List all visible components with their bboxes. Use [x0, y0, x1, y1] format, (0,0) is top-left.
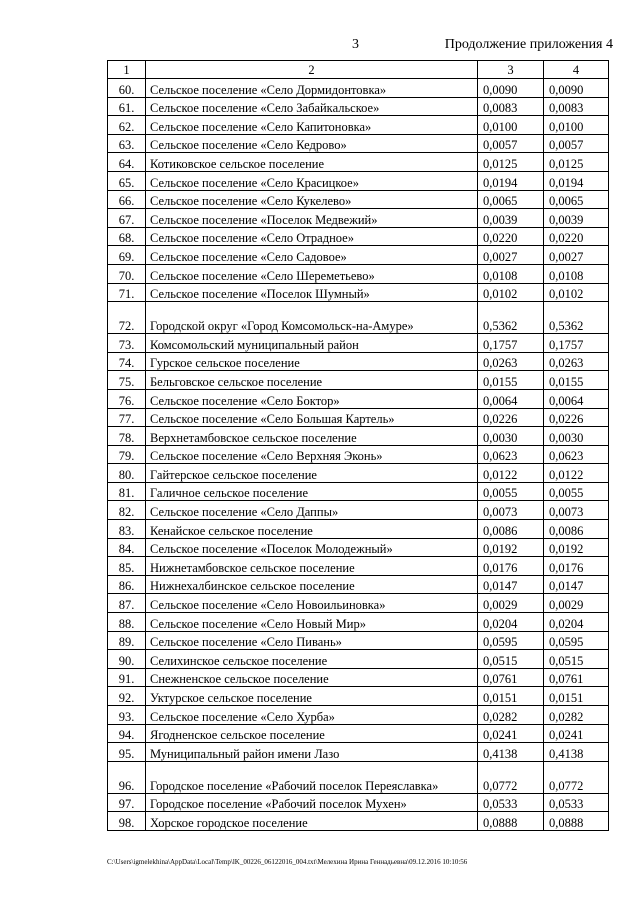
table-row: [108, 116, 609, 135]
value-col4-cell: 0,0125: [544, 153, 609, 172]
table-row: [108, 227, 609, 246]
row-number-cell: 85.: [108, 557, 146, 576]
table-row: [108, 706, 609, 725]
municipality-name-cell: Сельское поселение «Село Красицкое»: [146, 171, 478, 190]
municipality-name-cell: Сельское поселение «Село Большая Картель»: [146, 408, 478, 427]
value-col4-cell: 0,0226: [544, 408, 609, 427]
table-row: [108, 371, 609, 390]
value-col4-cell: 0,0030: [544, 427, 609, 446]
municipality-name-cell: Сельское поселение «Село Кедрово»: [146, 134, 478, 153]
value-col4-cell: 0,0102: [544, 283, 609, 302]
row-number-cell: 97.: [108, 793, 146, 812]
column-header-3: 3: [478, 61, 544, 79]
column-header-2: 2: [146, 61, 478, 79]
row-number-cell: 70.: [108, 264, 146, 283]
row-number-cell: 80.: [108, 464, 146, 483]
municipality-name-cell: Сельское поселение «Поселок Медвежий»: [146, 209, 478, 228]
municipality-name-cell: Ягодненское сельское поселение: [146, 724, 478, 743]
value-col3-cell: 0,0090: [478, 79, 544, 98]
value-col4-cell: 0,0090: [544, 79, 609, 98]
table-row: [108, 482, 609, 501]
value-col4-cell: 0,1757: [544, 334, 609, 353]
table-row: [108, 352, 609, 371]
value-col4-cell: 0,0623: [544, 445, 609, 464]
municipality-name-cell: Сельское поселение «Село Новоильиновка»: [146, 594, 478, 613]
table-row: [108, 134, 609, 153]
value-col4-cell: 0,0065: [544, 190, 609, 209]
table-row: [108, 724, 609, 743]
table-row: [108, 334, 609, 353]
value-col4-cell: 0,0888: [544, 812, 609, 831]
column-header-4: 4: [544, 61, 609, 79]
row-number-cell: 90.: [108, 650, 146, 669]
value-col3-cell: 0,1757: [478, 334, 544, 353]
municipality-name-cell: Сельское поселение «Поселок Молодежный»: [146, 538, 478, 557]
table-row: [108, 190, 609, 209]
value-col3-cell: 0,0220: [478, 227, 544, 246]
table-row: [108, 650, 609, 669]
value-col3-cell: 0,0039: [478, 209, 544, 228]
row-number-cell: 87.: [108, 594, 146, 613]
table-row: [108, 613, 609, 632]
row-number-cell: 83.: [108, 520, 146, 539]
table-row: [108, 594, 609, 613]
municipality-name-cell: Сельское поселение «Село Дормидонтовка»: [146, 79, 478, 98]
table-row: [108, 283, 609, 302]
row-number-cell: 64.: [108, 153, 146, 172]
value-col3-cell: 0,0102: [478, 283, 544, 302]
row-number-cell: 92.: [108, 687, 146, 706]
value-col4-cell: 0,0761: [544, 668, 609, 687]
value-col4-cell: 0,0064: [544, 389, 609, 408]
value-col3-cell: 0,0241: [478, 724, 544, 743]
row-number-cell: 75.: [108, 371, 146, 390]
row-number-cell: 76.: [108, 389, 146, 408]
column-header-1: 1: [108, 61, 146, 79]
value-col4-cell: 0,0055: [544, 482, 609, 501]
value-col4-cell: 0,0282: [544, 706, 609, 725]
table-row: [108, 761, 609, 793]
continuation-label: Продолжение приложения 4: [444, 37, 613, 52]
table-row: [108, 246, 609, 265]
municipality-name-cell: Снежненское сельское поселение: [146, 668, 478, 687]
value-col3-cell: 0,0073: [478, 501, 544, 520]
municipality-name-cell: Городское поселение «Рабочий поселок Мухен»: [146, 793, 478, 812]
value-col3-cell: 0,0176: [478, 557, 544, 576]
value-col3-cell: 0,0155: [478, 371, 544, 390]
table-row: [108, 408, 609, 427]
municipality-name-cell: Сельское поселение «Село Хурба»: [146, 706, 478, 725]
municipality-name-cell: Верхнетамбовское сельское поселение: [146, 427, 478, 446]
municipality-name-cell: Нижнехалбинское сельское поселение: [146, 575, 478, 594]
value-col3-cell: 0,0192: [478, 538, 544, 557]
value-col3-cell: 0,0057: [478, 134, 544, 153]
value-col3-cell: 0,0204: [478, 613, 544, 632]
row-number-cell: 71.: [108, 283, 146, 302]
row-number-cell: 89.: [108, 631, 146, 650]
municipality-name-cell: Селихинское сельское поселение: [146, 650, 478, 669]
value-col3-cell: 0,0533: [478, 793, 544, 812]
table-row: [108, 687, 609, 706]
table-row: [108, 264, 609, 283]
value-col3-cell: 0,0194: [478, 171, 544, 190]
value-col3-cell: 0,0263: [478, 352, 544, 371]
table-row: [108, 557, 609, 576]
value-col3-cell: 0,0515: [478, 650, 544, 669]
value-col3-cell: 0,0623: [478, 445, 544, 464]
municipality-name-cell: Сельское поселение «Село Отрадное»: [146, 227, 478, 246]
table-row: [108, 668, 609, 687]
row-number-cell: 93.: [108, 706, 146, 725]
row-number-cell: 96.: [108, 761, 146, 793]
municipality-name-cell: Сельское поселение «Село Забайкальское»: [146, 97, 478, 116]
value-col4-cell: 0,0151: [544, 687, 609, 706]
municipality-name-cell: Гурское сельское поселение: [146, 352, 478, 371]
value-col4-cell: 0,0083: [544, 97, 609, 116]
value-col3-cell: 0,0108: [478, 264, 544, 283]
row-number-cell: 66.: [108, 190, 146, 209]
municipality-name-cell: Кенайское сельское поселение: [146, 520, 478, 539]
row-number-cell: 78.: [108, 427, 146, 446]
value-col4-cell: 0,0122: [544, 464, 609, 483]
value-col3-cell: 0,0083: [478, 97, 544, 116]
row-number-cell: 94.: [108, 724, 146, 743]
municipality-name-cell: Муниципальный район имени Лазо: [146, 743, 478, 762]
value-col4-cell: 0,0194: [544, 171, 609, 190]
row-number-cell: 88.: [108, 613, 146, 632]
value-col4-cell: 0,0595: [544, 631, 609, 650]
row-number-cell: 68.: [108, 227, 146, 246]
value-col4-cell: 0,5362: [544, 302, 609, 334]
value-col3-cell: 0,0772: [478, 761, 544, 793]
value-col4-cell: 0,0029: [544, 594, 609, 613]
value-col3-cell: 0,0151: [478, 687, 544, 706]
value-col3-cell: 0,0065: [478, 190, 544, 209]
table-row: [108, 501, 609, 520]
file-path-footer: C:\Users\igmelekhina\AppData\Local\Temp\lK_00226_06122016_004.txt\Мелехина Ирина Геннадьевна\09.12.2016 10:10:56: [107, 858, 468, 866]
page-number: 3: [352, 37, 359, 52]
municipality-name-cell: Сельское поселение «Село Шереметьево»: [146, 264, 478, 283]
value-col3-cell: 0,0595: [478, 631, 544, 650]
table-row: [108, 464, 609, 483]
value-col3-cell: 0,0147: [478, 575, 544, 594]
row-number-cell: 86.: [108, 575, 146, 594]
municipality-name-cell: Бельговское сельское поселение: [146, 371, 478, 390]
value-col3-cell: 0,4138: [478, 743, 544, 762]
municipality-name-cell: Уктурское сельское поселение: [146, 687, 478, 706]
value-col3-cell: 0,0100: [478, 116, 544, 135]
row-number-cell: 77.: [108, 408, 146, 427]
table-row: [108, 209, 609, 228]
value-col4-cell: 0,4138: [544, 743, 609, 762]
municipality-name-cell: Сельское поселение «Село Боктор»: [146, 389, 478, 408]
value-col3-cell: 0,0226: [478, 408, 544, 427]
row-number-cell: 60.: [108, 79, 146, 98]
value-col3-cell: 0,0029: [478, 594, 544, 613]
value-col4-cell: 0,0086: [544, 520, 609, 539]
municipality-name-cell: Сельское поселение «Село Верхняя Эконь»: [146, 445, 478, 464]
table-row: [108, 445, 609, 464]
table-row: [108, 302, 609, 334]
value-col3-cell: 0,0125: [478, 153, 544, 172]
municipality-name-cell: Сельское поселение «Село Новый Мир»: [146, 613, 478, 632]
row-number-cell: 82.: [108, 501, 146, 520]
table-row: [108, 171, 609, 190]
table-row: [108, 97, 609, 116]
municipality-name-cell: Хорское городское поселение: [146, 812, 478, 831]
row-number-cell: 69.: [108, 246, 146, 265]
table-row: [108, 575, 609, 594]
table-row: [108, 79, 609, 98]
municipality-name-cell: Сельское поселение «Село Садовое»: [146, 246, 478, 265]
row-number-cell: 98.: [108, 812, 146, 831]
row-number-cell: 72.: [108, 302, 146, 334]
row-number-cell: 63.: [108, 134, 146, 153]
table-row: [108, 812, 609, 831]
value-col4-cell: 0,0533: [544, 793, 609, 812]
row-number-cell: 61.: [108, 97, 146, 116]
value-col4-cell: 0,0192: [544, 538, 609, 557]
value-col4-cell: 0,0204: [544, 613, 609, 632]
value-col4-cell: 0,0108: [544, 264, 609, 283]
table-header-row: [108, 61, 609, 79]
table-row: [108, 743, 609, 762]
value-col4-cell: 0,0073: [544, 501, 609, 520]
value-col4-cell: 0,0155: [544, 371, 609, 390]
value-col4-cell: 0,0027: [544, 246, 609, 265]
value-col4-cell: 0,0515: [544, 650, 609, 669]
municipality-name-cell: Городской округ «Город Комсомольск-на-Амуре»: [146, 302, 478, 334]
allocation-table: [107, 60, 609, 831]
municipality-name-cell: Сельское поселение «Село Капитоновка»: [146, 116, 478, 135]
municipality-name-cell: Галичное сельское поселение: [146, 482, 478, 501]
value-col3-cell: 0,5362: [478, 302, 544, 334]
table-row: [108, 631, 609, 650]
value-col4-cell: 0,0263: [544, 352, 609, 371]
table-row: [108, 389, 609, 408]
row-number-cell: 73.: [108, 334, 146, 353]
table-row: [108, 538, 609, 557]
value-col4-cell: 0,0772: [544, 761, 609, 793]
table-row: [108, 427, 609, 446]
table-row: [108, 520, 609, 539]
table-body: [108, 61, 609, 831]
table-row: [108, 793, 609, 812]
value-col3-cell: 0,0282: [478, 706, 544, 725]
value-col4-cell: 0,0220: [544, 227, 609, 246]
municipality-name-cell: Комсомольский муниципальный район: [146, 334, 478, 353]
row-number-cell: 81.: [108, 482, 146, 501]
value-col4-cell: 0,0176: [544, 557, 609, 576]
value-col3-cell: 0,0888: [478, 812, 544, 831]
value-col4-cell: 0,0100: [544, 116, 609, 135]
value-col3-cell: 0,0030: [478, 427, 544, 446]
value-col4-cell: 0,0147: [544, 575, 609, 594]
municipality-name-cell: Котиковское сельское поселение: [146, 153, 478, 172]
municipality-name-cell: Городское поселение «Рабочий поселок Переяславка»: [146, 761, 478, 793]
row-number-cell: 62.: [108, 116, 146, 135]
municipality-name-cell: Гайтерское сельское поселение: [146, 464, 478, 483]
value-col4-cell: 0,0039: [544, 209, 609, 228]
row-number-cell: 84.: [108, 538, 146, 557]
row-number-cell: 65.: [108, 171, 146, 190]
value-col3-cell: 0,0761: [478, 668, 544, 687]
value-col3-cell: 0,0086: [478, 520, 544, 539]
municipality-name-cell: Сельское поселение «Село Пивань»: [146, 631, 478, 650]
municipality-name-cell: Сельское поселение «Село Даппы»: [146, 501, 478, 520]
row-number-cell: 79.: [108, 445, 146, 464]
row-number-cell: 91.: [108, 668, 146, 687]
value-col4-cell: 0,0241: [544, 724, 609, 743]
table-row: [108, 153, 609, 172]
row-number-cell: 67.: [108, 209, 146, 228]
value-col3-cell: 0,0064: [478, 389, 544, 408]
row-number-cell: 95.: [108, 743, 146, 762]
municipality-name-cell: Нижнетамбовское сельское поселение: [146, 557, 478, 576]
row-number-cell: 74.: [108, 352, 146, 371]
value-col3-cell: 0,0055: [478, 482, 544, 501]
value-col4-cell: 0,0057: [544, 134, 609, 153]
value-col3-cell: 0,0122: [478, 464, 544, 483]
municipality-name-cell: Сельское поселение «Село Кукелево»: [146, 190, 478, 209]
value-col3-cell: 0,0027: [478, 246, 544, 265]
municipality-name-cell: Сельское поселение «Поселок Шумный»: [146, 283, 478, 302]
